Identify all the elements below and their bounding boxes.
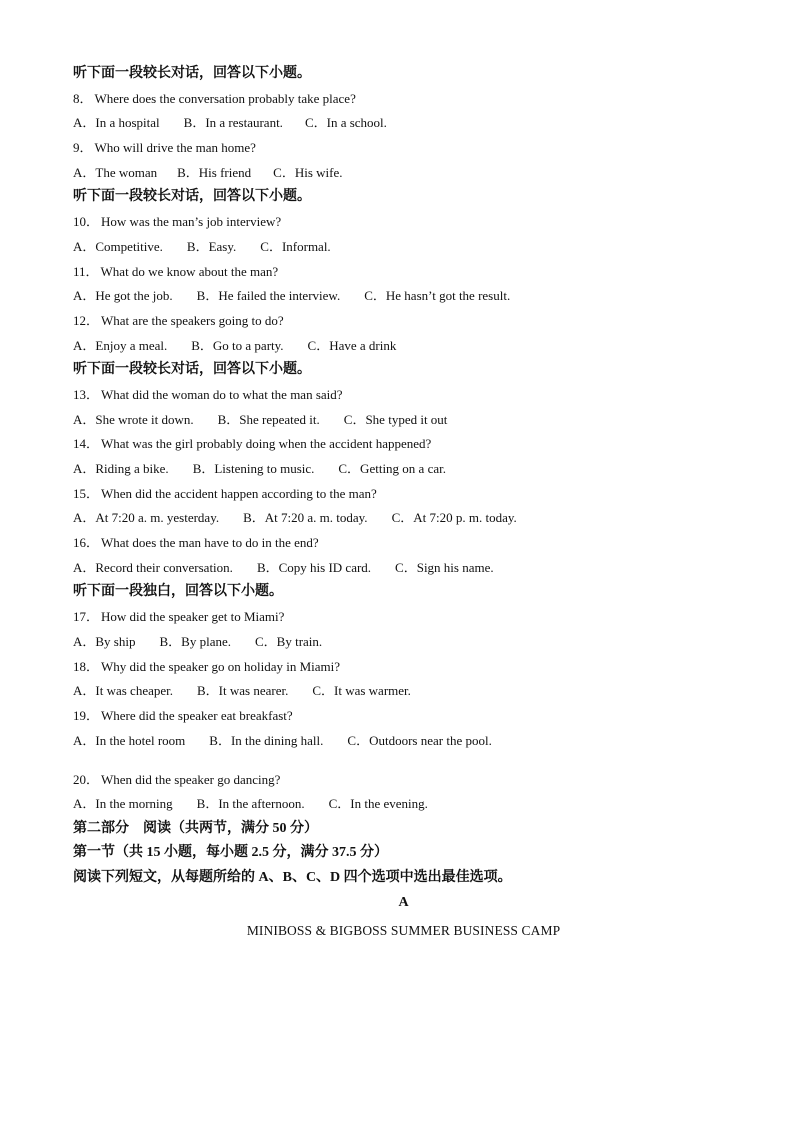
answer-option: C．In a school. [304,115,387,131]
passage-title: MINIBOSS & BIGBOSS SUMMER BUSINESS CAMP [246,923,561,939]
reading-section-heading: 第一节（共 15 小题，每小题 2.5 分，满分 37.5 分） [73,845,388,861]
question-number: 11． [73,263,99,279]
question-text: How did the speaker get to Miami? [101,609,285,625]
answer-option: A．Enjoy a meal. [73,337,168,353]
answer-options [73,729,734,768]
answer-options [73,457,734,482]
answer-option: A．In the hotel room [73,732,186,748]
answer-option: A．In the morning [73,796,173,812]
answer-option: B．Go to a party. [191,337,284,353]
answer-options [73,556,734,581]
question-stem [73,432,734,457]
question-text: What did the woman do to what the man said? [101,386,343,402]
question-text: What do we know about the man? [100,263,279,279]
question-text: When did the speaker go dancing? [101,771,281,787]
question-number: 10． [73,214,100,230]
answer-option: B．At 7:20 a. m. today. [243,510,368,526]
answer-option: B．Easy. [186,238,237,254]
answer-option: A．By ship [73,633,136,649]
question-number: 14． [73,436,100,452]
answer-option: B．Copy his ID card. [256,559,372,575]
answer-option: C．Outdoors near the pool. [347,732,492,748]
question-stem [73,655,734,680]
answer-options [73,284,734,309]
answer-option: A．Competitive. [73,238,163,254]
question-number: 19． [73,707,100,723]
answer-options [73,161,734,186]
answer-option: B．In a restaurant. [183,115,283,131]
answer-option: A．In a hospital [73,115,160,131]
question-stem [73,309,734,334]
answer-option: C．At 7:20 p. m. today. [391,510,517,526]
question-stem [73,383,734,408]
question-text: Who will drive the man home? [94,140,256,156]
question-text: When did the accident happen according to the man? [101,485,377,501]
reading-section-heading: 第二部分 阅读（共两节，满分 50 分） [73,820,318,836]
answer-option: C．She typed it out [343,411,448,427]
question-text: Why did the speaker go on holiday in Miami? [101,658,341,674]
question-stem [73,531,734,556]
answer-options [73,408,734,433]
question-number: 8． [73,90,93,106]
question-text: Where did the speaker eat breakfast? [101,707,293,723]
answer-options [73,792,734,817]
answer-option: C．Have a drink [307,337,397,353]
question-stem [73,482,734,507]
passage-letter: A [398,895,409,911]
reading-section-heading: 阅读下列短文，从每题所给的 A、B、C、D 四个选项中选出最佳选项。 [73,869,512,885]
question-text: How was the man’s job interview? [101,214,282,230]
answer-option: C．He hasn’t got the result. [364,288,511,304]
answer-option: A．She wrote it down. [73,411,194,427]
question-number: 15． [73,485,100,501]
answer-option: A．The woman [73,164,158,180]
question-stem [73,87,734,112]
question-number: 17． [73,609,100,625]
answer-option: A．Record their conversation. [73,559,233,575]
listening-section-heading: 听下面一段独白，回答以下小题。 [73,584,283,600]
question-stem [73,768,734,793]
listening-section-heading: 听下面一段较长对话，回答以下小题。 [73,189,311,205]
question-stem [73,605,734,630]
answer-option: C．His wife. [273,164,343,180]
answer-options [73,334,734,359]
answer-option: B．In the dining hall. [209,732,324,748]
answer-option: C．Getting on a car. [338,461,446,476]
answer-option: A．He got the job. [73,288,173,304]
answer-option: B．He failed the interview. [196,288,341,304]
question-number: 18． [73,658,100,674]
question-number: 12． [73,312,100,328]
answer-option: A．It was cheaper. [73,683,173,699]
question-stem [73,260,734,285]
answer-options [73,679,734,704]
question-text: Where does the conversation probably take place? [94,90,356,106]
answer-option: C．In the evening. [328,796,428,812]
answer-option: B．Listening to music. [192,461,315,476]
answer-option: A．At 7:20 a. m. yesterday. [73,510,220,526]
answer-option: B．By plane. [159,633,231,649]
answer-option: B．It was nearer. [197,683,289,699]
question-number: 20． [73,771,100,787]
answer-option: C．It was warmer. [312,683,411,699]
answer-option: B．His friend [177,164,252,180]
answer-option: C．Informal. [260,238,331,254]
question-text: What are the speakers going to do? [101,312,284,328]
question-number: 13． [73,386,100,402]
question-number: 16． [73,535,100,551]
question-number: 9． [73,140,93,156]
answer-option: A．Riding a bike. [73,461,169,476]
answer-option: C．By train. [254,633,323,649]
listening-section-heading: 听下面一段较长对话，回答以下小题。 [73,66,311,81]
answer-option: B．She repeated it. [217,411,320,427]
question-text: What does the man have to do in the end? [101,535,319,551]
question-stem [73,210,734,235]
answer-options [73,235,734,260]
answer-options [73,111,734,136]
answer-option: B．In the afternoon. [196,796,305,812]
question-text: What was the girl probably doing when the accident happened? [101,436,432,452]
answer-option: C．Sign his name. [395,559,494,575]
listening-section-heading: 听下面一段较长对话，回答以下小题。 [73,362,311,378]
question-stem [73,136,734,161]
answer-options [73,506,734,531]
question-stem [73,704,734,729]
answer-options [73,630,734,655]
